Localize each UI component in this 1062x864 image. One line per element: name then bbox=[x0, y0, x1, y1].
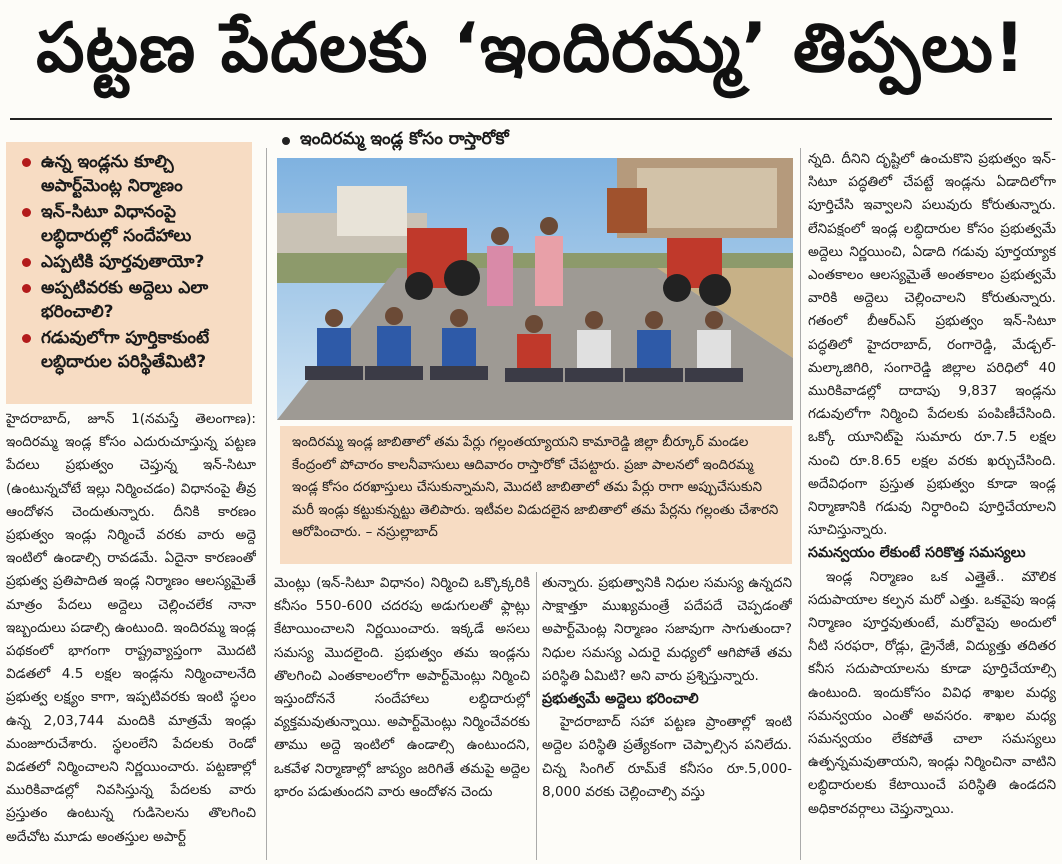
highlight-text: ఉన్న ఇండ్లను కూల్చి అపార్ట్‌మెంట్ల నిర్మాణం bbox=[41, 152, 183, 196]
bullet-dot-icon bbox=[22, 334, 31, 343]
highlight-text: అప్పటివరకు అద్దెలు ఎలా భరించాలి? bbox=[41, 278, 209, 322]
bullet-dot-icon bbox=[282, 137, 290, 145]
highlight-item bbox=[16, 276, 244, 324]
protest-photo-illustration bbox=[277, 158, 793, 420]
section-subheading: సమన్వయం లేకుంటే సరికొత్త సమస్యలు bbox=[808, 545, 1026, 562]
headline: పట్టణ పేదలకు ‘ఇందిరమ్మ’ తిప్పలు! bbox=[36, 8, 1026, 88]
photo-caption bbox=[280, 426, 792, 564]
section-subheading: ప్రభుత్వమే అద్దెలు భరించాలి bbox=[542, 691, 699, 708]
highlight-item bbox=[16, 200, 244, 248]
article-paragraph: మెంట్లు (ఇన్‌-సిటూ విధానం) నిర్మించి ఒక్కొక్కరికి కనీసం 550-600 చదరపు అడుగులతో ఫ్లాట్లు కేటాయించాలని నిర్ణయించారు. ఇక్కడే అసలు సమస్య మొదలైంది. ప్రభుత్వం తమ ఇండ్లను తొలగించి ఎంతకాలంలోగా అపార్ట్‌మెంట్లు నిర్మించి ఇస్తుందోననే సందేహాలు లబ్ధిదారుల్లో వ్యక్తమవుతున్నాయి. అపార్ట్‌మెంట్లు నిర్మించేవరకు తాము అద్దె ఇంటిలో ఉండాల్సి ఉంటుందని, ఒకవేళ నిర్మాణాల్లో జాప్యం జరిగితే తమపై అద్దెల భారం పడుతుందని వారు ఆందోళన చెందు bbox=[274, 575, 530, 800]
column-divider bbox=[800, 148, 801, 860]
article-column-2 bbox=[274, 572, 530, 860]
highlight-item bbox=[16, 150, 244, 198]
bullet-dot-icon bbox=[22, 208, 31, 217]
photo-tag-text: ఇందిరమ్మ ఇండ్ల కోసం రాస్తారోకో bbox=[300, 129, 509, 149]
article-paragraph: హైదరాబాద్‌ సహా పట్టణ ప్రాంతాల్లో ఇంటి అద్దెల పరిస్థితి ప్రత్యేకంగా చెప్పాల్సిన పనిలేదు. చిన్న సింగిల్‌ రూమ్‌కే కనీసం రూ.5,000-8,000 వరకు చెల్లించాల్సి వస్తు bbox=[542, 714, 792, 800]
article-paragraph: న్నది. దీనిని దృష్టిలో ఉంచుకొని ప్రభుత్వం ఇన్‌-సిటూ పద్ధతిలో చేపట్టే ఇండ్లను ఏడాదిలోగా పూర్తిచేసి ఇవ్వాలని పలువురు కోరుతున్నారు. లేనిపక్షంలో ఇండ్ల లబ్ధిదారుల కోసం ప్రభుత్వమే అద్దెలు నిర్ణయించి, ఏడాది గడువు పూర్తయ్యాక ఎంతకాలం ఆలస్యమైతే అంతకాలం ప్రభుత్వమే వారికి అద్దెలు చెల్లించాలని కోరుతున్నారు. గతంలో బీఆర్‌ఎస్‌ ప్రభుత్వం ఇన్‌-సిటూ పద్ధతిలో హైదరాబాద్‌, రంగారెడ్డి, మేడ్చల్‌-మల్కాజిగిరి, సంగారెడ్డి జిల్లాల పరిధిలో 40 మురికివాడల్లో దాదాపు 9,837 ఇండ్లను గడువులోగా నిర్మించి పేదలకు పంపిణీచేసింది. ఒక్కో యూనిట్‌పై సుమారు రూ.7.5 లక్షల నుంచి రూ.8.65 లక్షల వరకు ఖర్చుచేసింది. అదేవిధంగా ప్రస్తుత ప్రభుత్వం కూడా ఇండ్ల నిర్మాణానికి గడువు నిర్ధారించి పూర్తిచేయాలని సూచిస్తున్నారు. bbox=[808, 151, 1056, 539]
caption-text: ఇందిరమ్మ ఇండ్ల జాబితాలో తమ పేర్లు గల్లంతయ్యాయని కామారెడ్డి జిల్లా బీర్కూర్ మండల కేంద్రంలో పోచారం కాలనీవాసులు ఆదివారం రాస్తారోకో చేపట్టారు. ప్రజా పాలనలో ఇందిరమ్మ ఇండ్ల కోసం దరఖాస్తులు చేసుకున్నామని, మొదటి జాబితాలో తమ పేర్లు రాగా అప్పుచేసుకుని మరీ ఇండ్లు కట్టుకున్నట్టు తెలిపారు. ఇటీవల విడుదలైన జాబితాలో తమ పేర్లను గల్లంతు చేశారని ఆరోపించారు. bbox=[292, 435, 779, 540]
photo-tag bbox=[282, 128, 509, 154]
bullet-dot-icon bbox=[22, 158, 31, 167]
article-column-3 bbox=[542, 572, 792, 860]
article-paragraph: హైదరాబాద్‌, జూన్‌ 1(నమస్తే తెలంగాణ): ఇందిరమ్మ ఇండ్ల కోసం ఎదురుచూస్తున్న పట్టణ పేదలు ప్రభుత్వం చెప్తున్న ఇన్‌-సిటూ (ఉంటున్నచోటే ఇల్లు నిర్మించడం) విధానంపై తీవ్ర ఆందోళన చెందుతున్నారు. దీనికి కారణం ప్రభుత్వం ఇండ్లు నిర్మించే వరకు వారు అద్దె ఇంటిలో ఉండాల్సి రావడమే. ఏదైనా కారణంతో ప్రభుత్వ ప్రతిపాదిత ఇండ్ల నిర్మాణం ఆలస్యమైతే మాత్రం పేదలు అద్దెలు చెల్లించలేక నానా ఇబ్బందులు పడాల్సి ఉంటుంది. ఇందిరమ్మ ఇండ్ల పథకంలో భాగంగా రాష్ట్రవ్యాప్తంగా మొదటి విడతలో 4.5 లక్షల ఇండ్లను నిర్మించాలనేది ప్రభుత్వ లక్ష్యం కాగా, ఇప్పటివరకు ఇంటి స్థలం ఉన్న 2,03,744 మందికి మాత్రమే ఇండ్లు మంజూరుచేశారు. స్థలంలేని పేదలకు రెండో విడతలో నిర్మించాలని నిర్ణయించారు. పట్టణాల్లో మురికివాడల్లో నివసిస్తున్న పేదలకు వారు ప్రస్తుతం ఉంటున్న గుడిసెలను తొలగించి అదేచోట మూడు అంతస్తుల అపార్ట్‌ bbox=[6, 411, 256, 845]
caption-credit: – నస్రుల్లాబాద్ bbox=[365, 525, 438, 540]
article-column-4 bbox=[808, 148, 1056, 860]
column-divider bbox=[536, 572, 537, 860]
highlight-text: గడువులోగా పూర్తికాకుంటే లబ్ధిదారుల పరిస్థితేమిటి? bbox=[41, 328, 210, 372]
highlight-item bbox=[16, 326, 244, 374]
news-photo bbox=[277, 158, 793, 420]
highlight-item bbox=[16, 250, 244, 274]
article-column-1 bbox=[6, 408, 256, 860]
article-paragraph: ఇండ్ల నిర్మాణం ఒక ఎత్తైతే.. మౌలిక సదుపాయాల కల్పన మరో ఎత్తు. ఒకవైపు ఇండ్ల నిర్మాణం పూర్తవుతుంటే, మరోవైపు అందులో నీటి సరఫరా, రోడ్లు, డ్రైనేజీ, విద్యుత్తు తదితర కనీస సదుపాయాలను కూడా పూర్తిచేయాల్సి ఉంటుంది. ఇందుకోసం వివిధ శాఖల మధ్య సమన్వయం ఎంతో అవసరం. శాఖల మధ్య సమన్వయం లేకపోతే చాలా సమస్యలు ఉత్పన్నమవుతాయని, ఇండ్లు నిర్మించినా వాటిని లబ్ధిదారులకు కేటాయించే పరిస్థితి ఉండదని అధికారవర్గాలు చెప్తున్నాయి. bbox=[808, 568, 1056, 817]
article-paragraph: తున్నారు. ప్రభుత్వానికి నిధుల సమస్య ఉన్నదని సాక్షాత్తూ ముఖ్యమంత్రే పదేపదే చెప్పడంతో అపార్ట్‌మెంట్ల నిర్మాణం సజావుగా సాగుతుందా? నిధుల సమస్య ఎదురై మధ్యలో ఆగిపోతే తమ పరిస్థితి ఏమిటి? అని వారు ప్రశ్నిస్తున్నారు. bbox=[542, 575, 792, 684]
bullet-dot-icon bbox=[22, 258, 31, 267]
highlight-text: ఎప్పటికి పూర్తవుతాయో? bbox=[41, 252, 205, 272]
highlight-text: ఇన్‌-సిటూ విధానంపై లబ్ధిదారుల్లో సందేహాలు bbox=[41, 202, 192, 246]
highlights-box bbox=[6, 142, 252, 404]
bullet-dot-icon bbox=[22, 284, 31, 293]
column-divider bbox=[266, 148, 267, 860]
headline-rule bbox=[10, 118, 1052, 120]
